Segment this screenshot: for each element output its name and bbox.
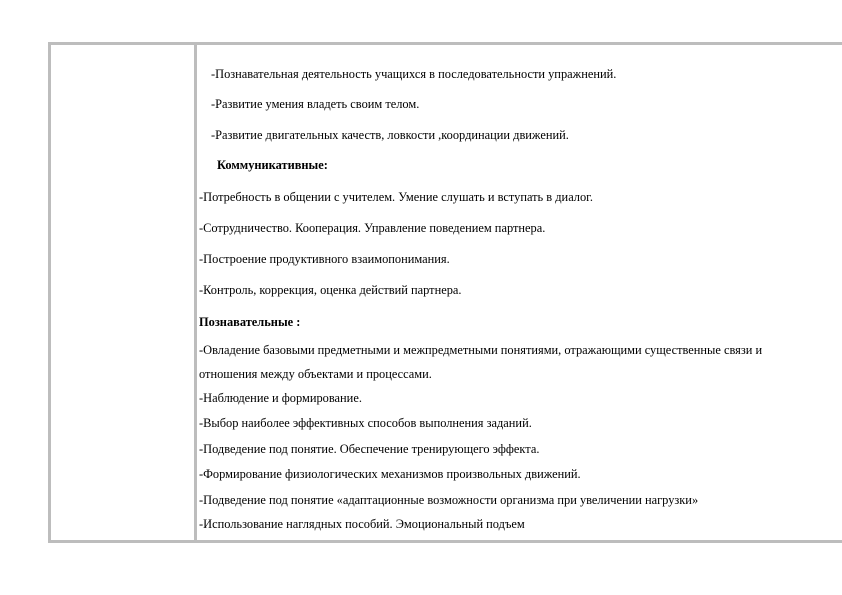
text-line: -Формирование физиологических механизмов произвольных движений. (199, 467, 581, 481)
text-line: отношения между объектами и процессами. (199, 367, 432, 381)
text-line: -Сотрудничество. Кооперация. Управление поведением партнера. (199, 221, 546, 235)
text-line: -Подведение под понятие. Обеспечение тренирующего эффекта. (199, 442, 540, 456)
text-line: -Построение продуктивного взаимопонимания. (199, 252, 450, 266)
table-cell-content (199, 42, 839, 543)
text-line: -Наблюдение и формирование. (199, 391, 362, 405)
text-line: -Контроль, коррекция, оценка действий партнера. (199, 283, 462, 297)
text-line: -Подведение под понятие «адаптационные возможности организма при увеличении нагрузки» (199, 493, 699, 507)
column-divider (194, 42, 197, 543)
section-heading: Коммуникативные: (217, 158, 328, 172)
text-line: -Выбор наиболее эффективных способов выполнения заданий. (199, 416, 532, 430)
text-line: -Овладение базовыми предметными и межпредметными понятиями, отражающими существенные связи и (199, 343, 763, 357)
text-line: -Познавательная деятельность учащихся в последовательности упражнений. (211, 67, 617, 81)
text-line: -Использование наглядных пособий. Эмоциональный подъем (199, 517, 525, 531)
section-heading: Познавательные : (199, 315, 301, 329)
text-line: -Потребность в общении с учителем. Умение слушать и вступать в диалог. (199, 190, 593, 204)
text-line: -Развитие умения владеть своим телом. (211, 97, 420, 111)
text-line: -Развитие двигательных качеств, ловкости ,координации движений. (211, 128, 569, 142)
